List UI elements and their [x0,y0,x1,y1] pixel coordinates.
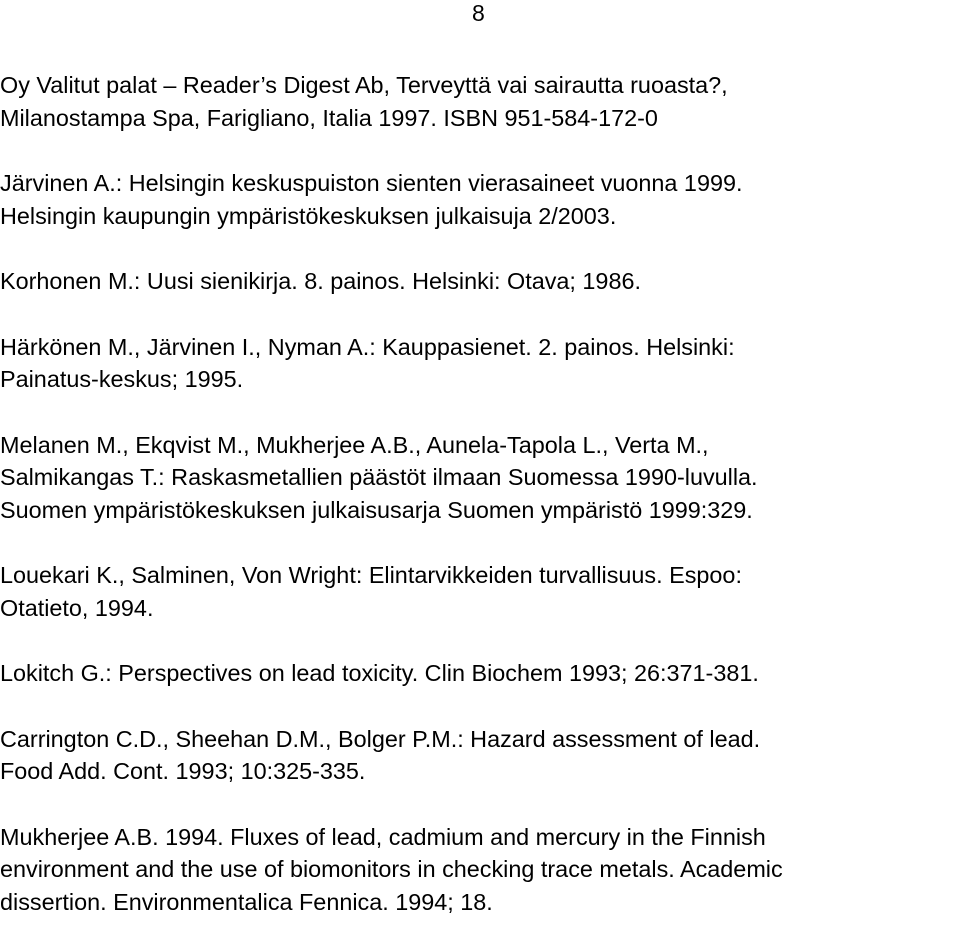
reference-line: environment and the use of biomonitors in checking trace metals. Academic [0,856,783,882]
reference-line: Milanostampa Spa, Farigliano, Italia 1997. ISBN 951-584-172-0 [0,104,658,131]
reference-entry [0,265,960,298]
reference-line: Carrington C.D., Sheehan D.M., Bolger P.M.: Hazard assessment of lead. [0,725,761,752]
reference-entry [0,559,960,624]
reference-entry [0,657,960,690]
reference-line: Oy Valitut palat – Reader’s Digest Ab, Terveyttä vai sairautta ruoasta?, [0,72,728,98]
reference-entry [0,723,960,788]
reference-line: Louekari K., Salminen, Von Wright: Elintarvikkeiden turvallisuus. Espoo: [0,562,742,588]
reference-line: Mukherjee A.B. 1994. Fluxes of lead, cadmium and mercury in the Finnish [0,823,766,850]
reference-line: dissertion. Environmentalica Fennica. 1994; 18. [0,888,493,915]
reference-line: Järvinen A.: Helsingin keskuspuiston sienten vierasaineet vuonna 1999. [0,170,743,196]
reference-entry [0,167,960,232]
reference-line: Melanen M., Ekqvist M., Mukherjee A.B., Aunela-Tapola L., Verta M., [0,431,709,458]
reference-line: Lokitch G.: Perspectives on lead toxicity. Clin Biochem 1993; 26:371-381. [0,660,759,686]
page-number: 8 [472,0,485,26]
reference-line: Otatieto, 1994. [0,594,154,621]
reference-list [0,69,960,951]
reference-line: Suomen ympäristökeskuksen julkaisusarja Suomen ympäristö 1999:329. [0,496,753,523]
reference-line: Helsingin kaupungin ympäristökeskuksen julkaisuja 2/2003. [0,202,617,229]
reference-line: Salmikangas T.: Raskasmetallien päästöt ilmaan Suomessa 1990-luvulla. [0,464,758,490]
reference-entry [0,821,960,919]
reference-line: Härkönen M., Järvinen I., Nyman A.: Kauppasienet. 2. painos. Helsinki: [0,333,735,360]
reference-entry [0,331,960,396]
reference-line: Food Add. Cont. 1993; 10:325-335. [0,758,366,784]
reference-line: Painatus-keskus; 1995. [0,366,244,392]
reference-entry [0,429,960,527]
reference-entry [0,69,960,134]
reference-line: Korhonen M.: Uusi sienikirja. 8. painos. Helsinki: Otava; 1986. [0,268,641,294]
